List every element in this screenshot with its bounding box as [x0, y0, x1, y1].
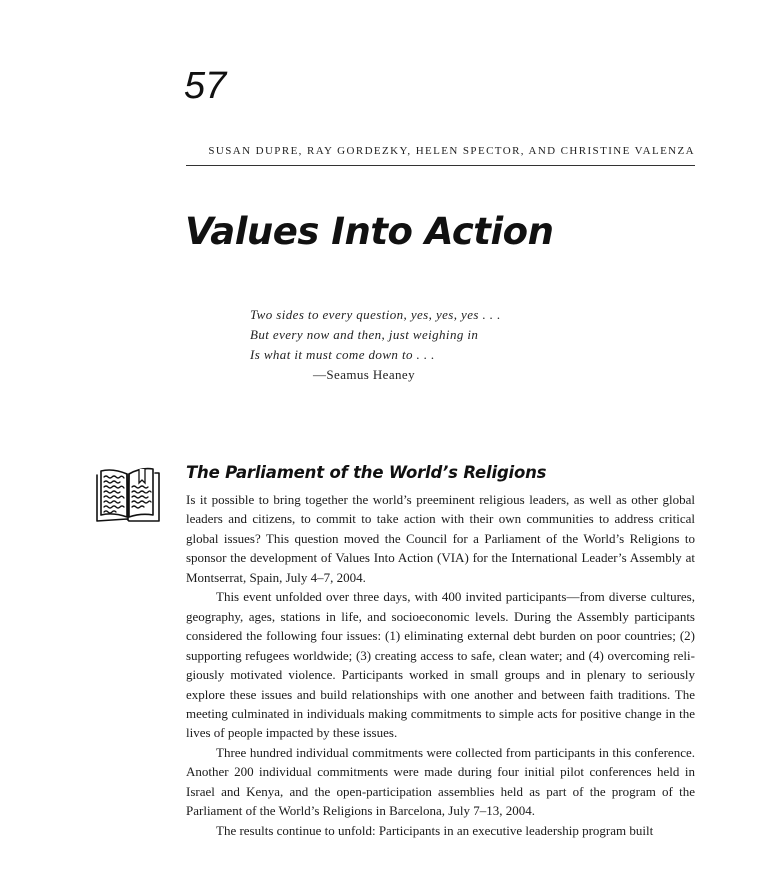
chapter-number: 57: [184, 65, 227, 107]
chapter-authors: SUSAN DUPRE, RAY GORDEZKY, HELEN SPECTOR, AND CHRISTINE VALENZA: [208, 145, 695, 157]
body-paragraph: The results continue to unfold: Participants in an executive leadership program built: [216, 822, 654, 838]
body-paragraph: Is it possible to bring together the world’s preeminent religious leaders, as well as other global leaders and citizens, to commit to take action with their own communities to address critical global issues? This question moved the Council for a Parliament of the World’s Religions to sponsor the development of Values Into Action (VIA) for the International Leader’s Assembly at Montserrat, Spain, July 4–7, 2004.: [186, 492, 695, 585]
chapter-title: Values Into Action: [185, 210, 554, 253]
epigraph-attribution: —Seamus Heaney: [313, 367, 415, 382]
section-heading: The Parliament of the World’s Religions: [186, 463, 547, 482]
epigraph-line: But every now and then, just weighing in: [250, 327, 479, 342]
epigraph: [250, 305, 570, 365]
header-rule: [186, 165, 695, 166]
body-paragraph: Three hundred individual commitments were collected from participants in this conference. Another 200 individual commitments were made during four initial pilot conferences held in Israel and Kenya, and the open-participation assemblies held as part of the program of the Parliament of the World’s Religions in Barcelona, July 7–13, 2004.: [186, 744, 695, 819]
body-text: [186, 490, 695, 840]
epigraph-line: Is what it must come down to . . .: [250, 347, 435, 362]
body-paragraph: This event unfolded over three days, with 400 invited participants—from diverse cultures, geography, ages, stations in life, and socioeconomic levels. During the Assembly participants considered the following four issues: (1) eliminating external debt burden on poor countries; (2) supporting refugees worldwide; (3) creating access to safe, clean water; and (4) overcoming religiously motivated violence. Participants worked in small groups and in plenary to seriously explore these issues and build relationships with one another and between faith traditions. The meeting culminated in individuals making commitments to simple acts for positive change in the lives of people impacted by these issues.: [186, 589, 695, 741]
epigraph-line: Two sides to every question, yes, yes, yes . . .: [250, 307, 501, 322]
open-book-icon: [93, 461, 163, 525]
